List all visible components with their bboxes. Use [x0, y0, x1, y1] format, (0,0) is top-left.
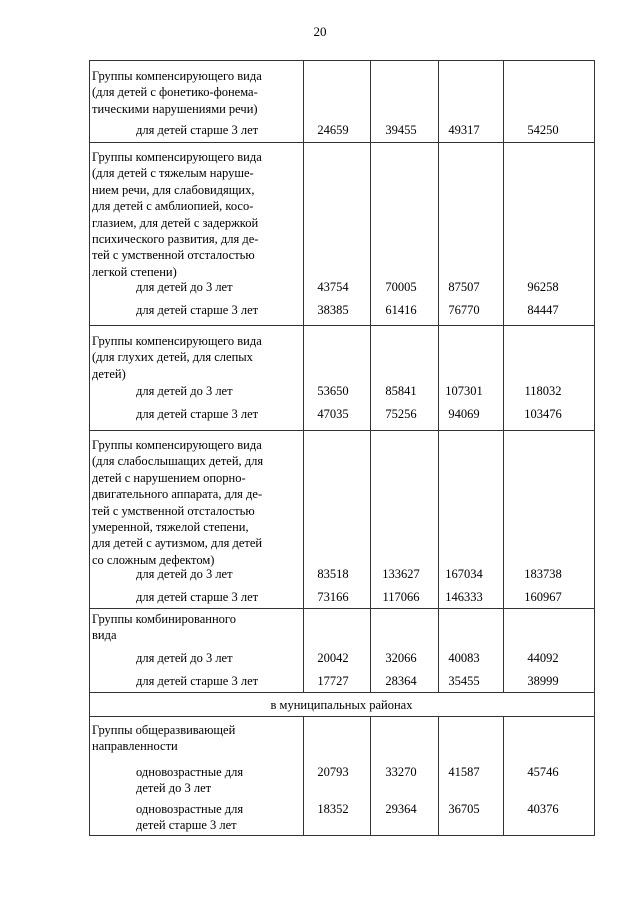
table-cell-value: 94069 [448, 407, 480, 421]
row-divider [89, 835, 595, 836]
table-cell-value: 32066 [385, 651, 417, 665]
group-title-line: двигательного аппарата, для де- [92, 487, 263, 502]
column-divider [438, 142, 439, 325]
column-divider [89, 608, 90, 692]
table-cell-value: 83518 [317, 567, 349, 581]
table-cell-value: 18352 [317, 802, 349, 816]
table-cell-value: 47035 [317, 407, 349, 421]
table-cell-value: 87507 [448, 280, 480, 294]
row-label: детей старше 3 лет [136, 818, 237, 833]
row-label: для детей старше 3 лет [136, 590, 259, 604]
table-cell-value: 146333 [445, 590, 483, 604]
group-title-line: Группы компенсирующего вида [92, 150, 262, 164]
table-cell-value: 28364 [385, 674, 417, 688]
table-cell-value: 160967 [524, 590, 562, 604]
column-divider [503, 608, 504, 692]
group-title-line: легкой степени) [92, 264, 177, 279]
group-title-line: тей с умственной отсталостью [92, 503, 255, 518]
column-divider [594, 716, 595, 835]
table-cell-value: 61416 [385, 303, 417, 317]
table-cell-value: 39455 [385, 123, 417, 137]
group-title-line: Группы компенсирующего вида [92, 438, 262, 452]
row-divider [89, 142, 595, 143]
column-divider [503, 716, 504, 835]
group-title-line: детей) [92, 366, 126, 381]
group-title-line: (для глухих детей, для слепых [92, 350, 253, 365]
column-divider [594, 692, 595, 716]
group-title-line: Группы компенсирующего вида [92, 334, 262, 348]
column-divider [503, 430, 504, 608]
column-divider [503, 60, 504, 142]
row-label: для детей до 3 лет [136, 384, 233, 398]
table-cell-value: 167034 [445, 567, 483, 581]
table-cell-value: 103476 [524, 407, 562, 421]
group-title-line: нием речи, для слабовидящих, [92, 182, 255, 197]
column-divider [503, 325, 504, 430]
table-cell-value: 117066 [382, 590, 420, 604]
table-cell-value: 20793 [317, 765, 349, 779]
table-cell-value: 73166 [317, 590, 349, 604]
table-cell-value: 45746 [527, 765, 559, 779]
table-cell-value: 44092 [527, 651, 559, 665]
row-divider [89, 608, 595, 609]
group-title-line: со сложным дефектом) [92, 552, 215, 567]
table-cell-value: 40083 [448, 651, 480, 665]
column-divider [594, 142, 595, 325]
table-cell-value: 20042 [317, 651, 349, 665]
row-label: для детей старше 3 лет [136, 123, 259, 137]
group-title-line: Группы комбинированного [92, 612, 236, 626]
row-label: одновозрастные для [136, 765, 244, 779]
column-divider [594, 60, 595, 142]
group-title-line: умеренной, тяжелой степени, [92, 520, 249, 534]
table-cell-value: 38999 [527, 674, 559, 688]
table-cell-value: 96258 [527, 280, 559, 294]
table-cell-value: 35455 [448, 674, 480, 688]
column-divider [594, 430, 595, 608]
row-label: детей до 3 лет [136, 781, 212, 796]
group-title-line: для детей с амблиопией, косо- [92, 199, 254, 214]
group-title-line: тей с умственной отсталостью [92, 248, 255, 263]
row-label: для детей старше 3 лет [136, 303, 259, 317]
table-cell-value: 41587 [448, 765, 480, 779]
group-title-line: направленности [92, 739, 178, 754]
group-title-line: (для детей с фонетико-фонема- [92, 85, 258, 100]
row-divider [89, 716, 595, 717]
table-cell-value: 85841 [385, 384, 417, 398]
group-title-line: психического развития, для де- [92, 232, 259, 246]
group-title-line: глазием, для детей с задержкой [92, 215, 259, 230]
column-divider [303, 142, 304, 325]
table-cell-value: 49317 [448, 123, 480, 137]
table-cell-value: 183738 [524, 567, 562, 581]
page-number: 20 [313, 24, 327, 39]
column-divider [89, 716, 90, 835]
row-divider [89, 60, 595, 61]
row-label: для детей старше 3 лет [136, 407, 259, 421]
row-divider [89, 692, 595, 693]
group-title-line: детей с нарушением опорно- [92, 470, 246, 485]
table-cell-value: 54250 [527, 123, 559, 137]
column-divider [594, 325, 595, 430]
table-cell-value: 36705 [448, 802, 480, 816]
row-label: для детей до 3 лет [136, 651, 233, 665]
group-title-line: (для слабослышащих детей, для [92, 454, 264, 469]
group-title-line: Группы компенсирующего вида [92, 69, 262, 83]
table-cell-value: 17727 [317, 674, 349, 688]
row-label: для детей до 3 лет [136, 280, 233, 294]
column-divider [503, 142, 504, 325]
section-header: в муниципальных районах [270, 698, 413, 712]
row-label: одновозрастные для [136, 802, 244, 816]
group-title-line: вида [92, 628, 117, 643]
table-cell-value: 107301 [445, 384, 483, 398]
table-cell-value: 76770 [448, 303, 480, 317]
group-title-line: (для детей с тяжелым наруше- [92, 166, 254, 181]
table-cell-value: 40376 [527, 802, 559, 816]
column-divider [370, 142, 371, 325]
row-divider [89, 325, 595, 326]
column-divider [89, 430, 90, 608]
row-label: для детей до 3 лет [136, 567, 233, 581]
table-cell-value: 70005 [385, 280, 417, 294]
table-cell-value: 43754 [317, 280, 349, 294]
column-divider [89, 142, 90, 325]
table-cell-value: 84447 [527, 303, 559, 317]
column-divider [89, 60, 90, 142]
table-cell-value: 33270 [385, 765, 417, 779]
table-cell-value: 75256 [385, 407, 417, 421]
table-cell-value: 53650 [317, 384, 349, 398]
group-title-line: для детей с аутизмом, для детей [92, 536, 263, 551]
table-cell-value: 38385 [317, 303, 349, 317]
table-cell-value: 133627 [382, 567, 420, 581]
table-cell-value: 118032 [524, 384, 562, 398]
row-divider [89, 430, 595, 431]
row-label: для детей старше 3 лет [136, 674, 259, 688]
table-cell-value: 29364 [385, 802, 417, 816]
column-divider [594, 608, 595, 692]
column-divider [89, 325, 90, 430]
group-title-line: Группы общеразвивающей [92, 723, 236, 737]
table-cell-value: 24659 [317, 123, 349, 137]
group-title-line: тическими нарушениями речи) [92, 101, 258, 116]
